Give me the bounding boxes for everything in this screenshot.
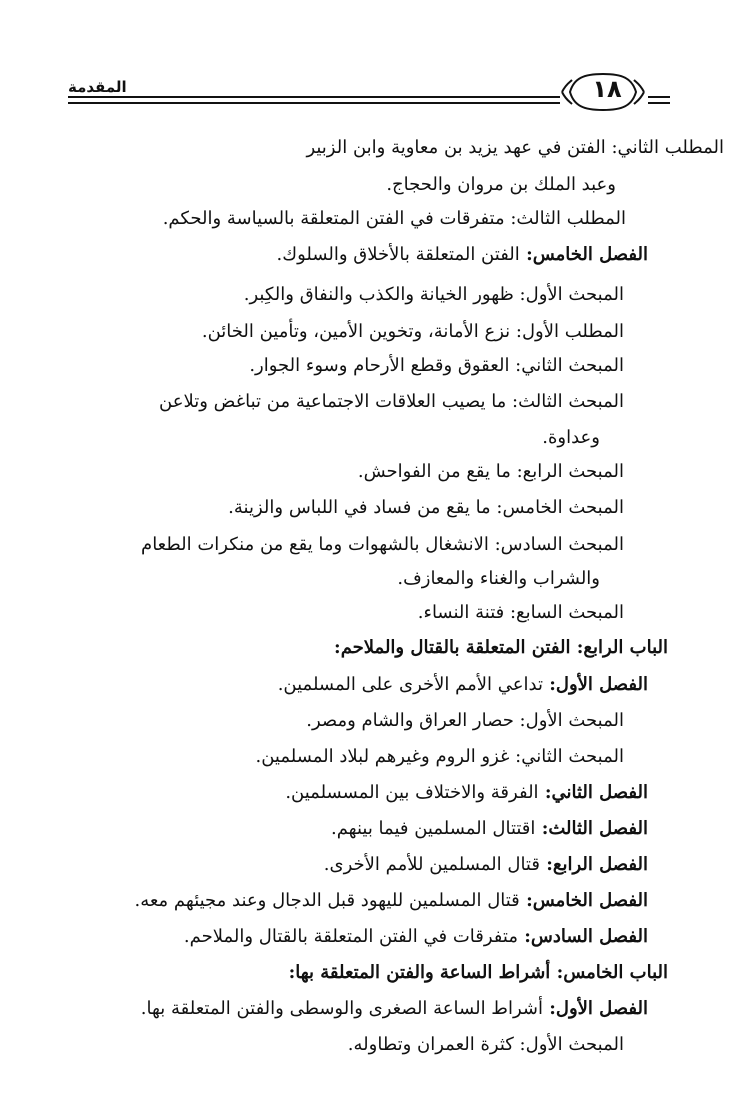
toc-line bbox=[397, 567, 600, 591]
toc-line bbox=[141, 997, 648, 1021]
toc-line bbox=[306, 136, 724, 160]
toc-entry-text: المطلب الأول: نزع الأمانة، وتخوين الأمين، وتأمين الخائن. bbox=[201, 321, 624, 342]
toc-entry-text: تداعي الأمم الأخرى على المسلمين. bbox=[277, 674, 543, 695]
toc-entry-text: المبحث الثاني: غزو الروم وغيرهم لبلاد المسلمين. bbox=[255, 746, 624, 767]
toc-line bbox=[334, 636, 668, 660]
toc-heading-label: الباب الرابع: bbox=[570, 637, 668, 658]
toc-line bbox=[542, 426, 600, 450]
toc-heading-label: الفصل الثاني: bbox=[538, 782, 648, 803]
toc-line bbox=[285, 781, 648, 805]
toc-heading-label: الفصل الخامس: bbox=[519, 890, 648, 911]
running-title: المقدمة bbox=[68, 78, 127, 96]
toc-entry-text: قتال المسلمين لليهود قبل الدجال وعند مجيئهم معه. bbox=[134, 890, 520, 911]
toc-heading-label: الفصل الرابع: bbox=[539, 854, 648, 875]
toc-heading-label: الفصل الأول: bbox=[542, 674, 648, 695]
toc-line bbox=[278, 673, 648, 697]
toc-entry-text: المطلب الثاني: الفتن في عهد يزيد بن معاوية وابن الزبير bbox=[306, 137, 724, 158]
toc-entry-text: الفتن المتعلقة بالأخلاق والسلوك. bbox=[276, 244, 520, 265]
toc-heading-label: الفصل الأول: bbox=[542, 998, 648, 1019]
toc-line bbox=[256, 745, 625, 769]
toc-entry-text: قتال المسلمين للأمم الأخرى. bbox=[323, 854, 540, 875]
toc-line bbox=[348, 1033, 624, 1057]
toc-heading-label: الفتن المتعلقة بالقتال والملاحم: bbox=[334, 637, 571, 658]
toc-line bbox=[277, 243, 648, 267]
toc-entry-text: المبحث الخامس: ما يقع من فساد في اللباس والزينة. bbox=[228, 497, 624, 518]
toc-heading-label: الفصل السادس: bbox=[517, 926, 648, 947]
toc-heading-label: الباب الخامس: bbox=[550, 962, 668, 983]
toc-entry-text: والشراب والغناء والمعازف. bbox=[397, 568, 600, 589]
toc-line bbox=[358, 460, 624, 484]
toc-line bbox=[159, 390, 624, 414]
toc-heading-label: الفصل الثالث: bbox=[535, 818, 648, 839]
toc-entry-text: المبحث الأول: حصار العراق والشام ومصر. bbox=[306, 710, 624, 731]
toc-line bbox=[135, 889, 649, 913]
toc-line bbox=[289, 961, 668, 985]
toc-heading-label: أشراط الساعة والفتن المتعلقة بها: bbox=[288, 962, 551, 983]
toc-entry-text: المطلب الثالث: متفرقات في الفتن المتعلقة بالسياسة والحكم. bbox=[162, 208, 626, 229]
toc-entry-text: وعبد الملك بن مروان والحجاج. bbox=[386, 174, 616, 195]
toc-entry-text: المبحث الأول: ظهور الخيانة والكذب والنفاق والكِبر. bbox=[243, 284, 624, 305]
toc-line bbox=[184, 925, 648, 949]
toc-line bbox=[386, 173, 616, 197]
toc-entry-text: متفرقات في الفتن المتعلقة بالقتال والملاحم. bbox=[183, 926, 518, 947]
toc-heading-label: الفصل الخامس: bbox=[519, 244, 648, 265]
toc-line bbox=[418, 601, 624, 625]
toc-line bbox=[202, 320, 624, 344]
toc-line bbox=[331, 817, 648, 841]
toc-entry-text: المبحث الثاني: العقوق وقطع الأرحام وسوء الجوار. bbox=[249, 355, 624, 376]
toc-line bbox=[324, 853, 648, 877]
toc-entry-text: وعداوة. bbox=[542, 427, 600, 448]
toc-entry-text: أشراط الساعة الصغرى والوسطى والفتن المتعلقة بها. bbox=[140, 998, 543, 1019]
toc-line bbox=[244, 283, 624, 307]
toc-line bbox=[249, 354, 624, 378]
toc-entry-text: اقتتال المسلمين فيما بينهم. bbox=[330, 818, 536, 839]
toc-line bbox=[306, 709, 624, 733]
toc-entry-text: المبحث الرابع: ما يقع من الفواحش. bbox=[357, 461, 624, 482]
toc-line bbox=[163, 207, 626, 231]
toc-line bbox=[141, 533, 624, 557]
toc-entry-text: المبحث السادس: الانشغال بالشهوات وما يقع من منكرات الطعام bbox=[141, 534, 624, 555]
page-number: ١٨ bbox=[592, 75, 622, 103]
toc-entry-text: المبحث الأول: كثرة العمران وتطاوله. bbox=[347, 1034, 624, 1055]
toc-entry-text: الفرقة والاختلاف بين المسسلمين. bbox=[285, 782, 539, 803]
toc-entry-text: المبحث الثالث: ما يصيب العلاقات الاجتماعية من تباغض وتلاعن bbox=[159, 391, 624, 412]
toc-entry-text: المبحث السابع: فتنة النساء. bbox=[417, 602, 624, 623]
toc-line bbox=[228, 496, 624, 520]
